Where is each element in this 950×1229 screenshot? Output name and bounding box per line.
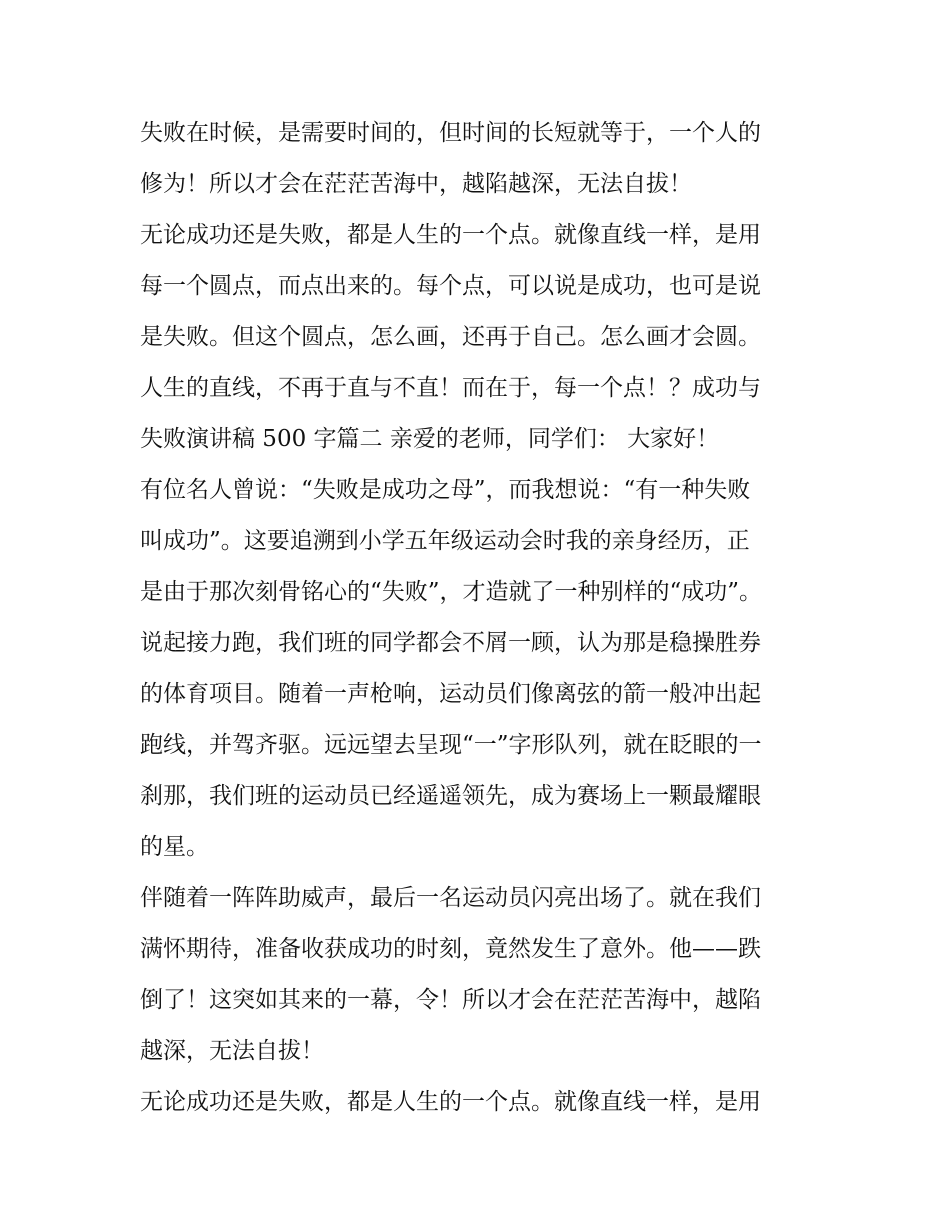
text-line: 无论成功还是失败，都是人生的一个点。就像直线一样，是用 (140, 222, 761, 248)
text-line: 修为！所以才会在茫茫苦海中，越陷越深，无法自拔！ (140, 171, 692, 197)
text-line: 倒了！这突如其来的一幕，令！所以才会在茫茫苦海中，越陷 (140, 987, 761, 1013)
text-line: 越深，无法自拔！ (140, 1038, 324, 1064)
text-line: 伴随着一阵阵助威声，最后一名运动员闪亮出场了。就在我们 (140, 885, 761, 911)
text-line: 有位名人曾说：“失败是成功之母”，而我想说：“有一种失败 (140, 477, 751, 503)
text-line: 刹那，我们班的运动员已经遥遥领先，成为赛场上一颗最耀眼 (140, 783, 761, 809)
document-body (140, 108, 820, 1128)
text-line: 叫成功”。这要追溯到小学五年级运动会时我的亲身经历，正 (140, 528, 750, 554)
text-line: 的体育项目。随着一声枪响，运动员们像离弦的箭一般冲出起 (140, 681, 761, 707)
text-line: 说起接力跑，我们班的同学都会不屑一顾，认为那是稳操胜券 (140, 630, 761, 656)
text-line: 跑线，并驾齐驱。远远望去呈现“一”字形队列，就在眨眼的一 (140, 732, 762, 758)
text-line: 失败演讲稿 500 字篇二 亲爱的老师，同学们： 大家好！ (140, 426, 720, 452)
text-line: 是失败。但这个圆点，怎么画，还再于自己。怎么画才会圆。 (140, 324, 761, 350)
text-line: 的星。 (140, 834, 209, 860)
text-line: 每一个圆点，而点出来的。每个点，可以说是成功，也可是说 (140, 273, 761, 299)
text-line: 无论成功还是失败，都是人生的一个点。就像直线一样，是用 (140, 1089, 761, 1115)
text-line: 失败在时候，是需要时间的，但时间的长短就等于，一个人的 (140, 120, 761, 146)
text-line: 是由于那次刻骨铭心的“失败”，才造就了一种别样的“成功”。 (140, 579, 763, 605)
text-line: 满怀期待，准备收获成功的时刻，竟然发生了意外。他——跌 (140, 936, 761, 962)
text-line: 人生的直线，不再于直与不直！而在于，每一个点！？成功与 (140, 375, 761, 401)
